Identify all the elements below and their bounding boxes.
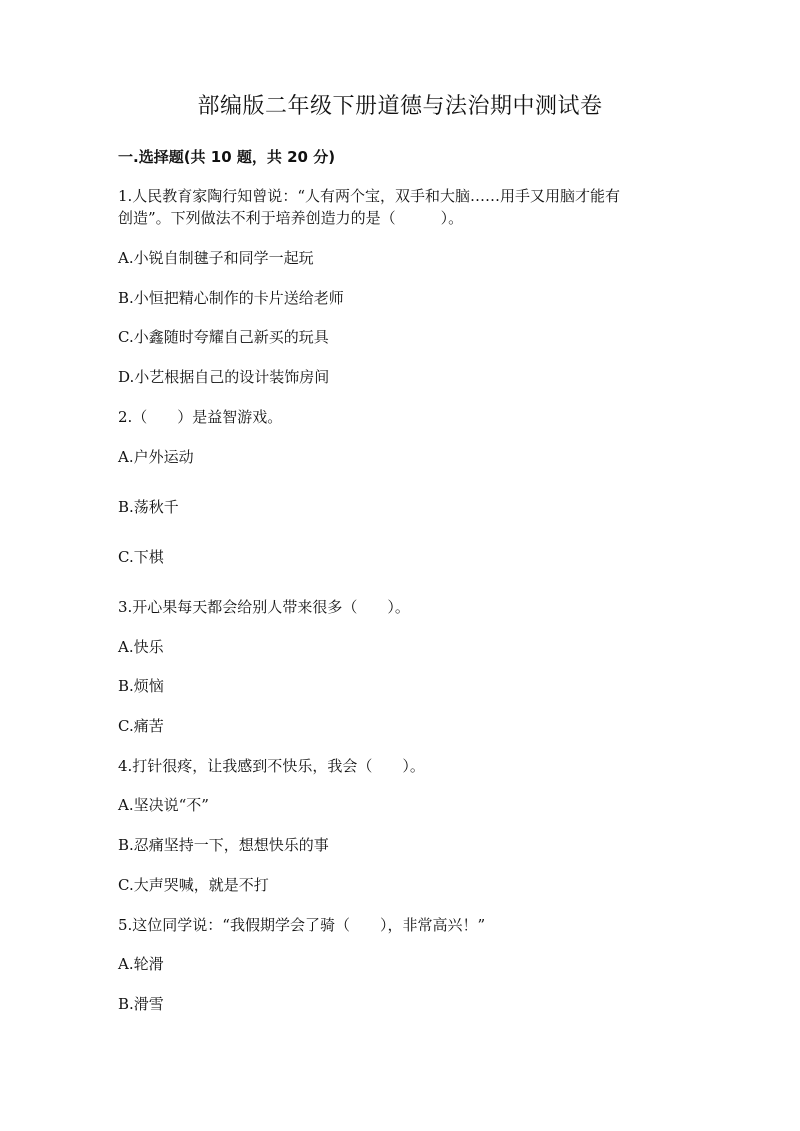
question-1-option-b: B.小恒把精心制作的卡片送给老师: [118, 289, 344, 307]
question-3-stem: 3.开心果每天都会给别人带来很多（ ）。: [118, 598, 410, 616]
question-1-option-a: A.小锐自制毽子和同学一起玩: [118, 249, 314, 267]
question-4-stem: 4.打针很疼，让我感到不快乐，我会（ ）。: [118, 757, 425, 775]
page-title: 部编版二年级下册道德与法治期中测试卷: [197, 94, 603, 119]
question-3-option-a: A.快乐: [118, 638, 164, 656]
question-5-option-b: B.滑雪: [118, 995, 164, 1013]
question-2-option-b: B.荡秋千: [118, 498, 179, 516]
question-1-option-c: C.小鑫随时夸耀自己新买的玩具: [118, 328, 329, 346]
question-3-option-b: B.烦恼: [118, 677, 164, 695]
question-4-option-c: C.大声哭喊，就是不打: [118, 876, 269, 894]
question-2-option-c: C.下棋: [118, 548, 164, 566]
question-3-option-c: C.痛苦: [118, 717, 164, 735]
question-4-option-b: B.忍痛坚持一下，想想快乐的事: [118, 836, 329, 854]
question-2-stem: 2.（ ）是益智游戏。: [118, 408, 283, 426]
question-1-stem-line-1: 1.人民教育家陶行知曾说：“人有两个宝，双手和大脑……用手又用脑才能有: [118, 187, 620, 205]
section-heading: 一.选择题(共 10 题，共 20 分): [118, 148, 336, 166]
question-1-stem-line-2: 创造”。下列做法不利于培养创造力的是（ ）。: [118, 209, 464, 227]
question-1-option-d: D.小艺根据自己的设计装饰房间: [118, 368, 330, 386]
question-5-stem: 5.这位同学说：“我假期学会了骑（ ），非常高兴！”: [118, 916, 486, 934]
question-5-option-a: A.轮滑: [118, 955, 164, 973]
question-4-option-a: A.坚决说“不”: [118, 796, 209, 814]
question-2-option-a: A.户外运动: [118, 448, 194, 466]
